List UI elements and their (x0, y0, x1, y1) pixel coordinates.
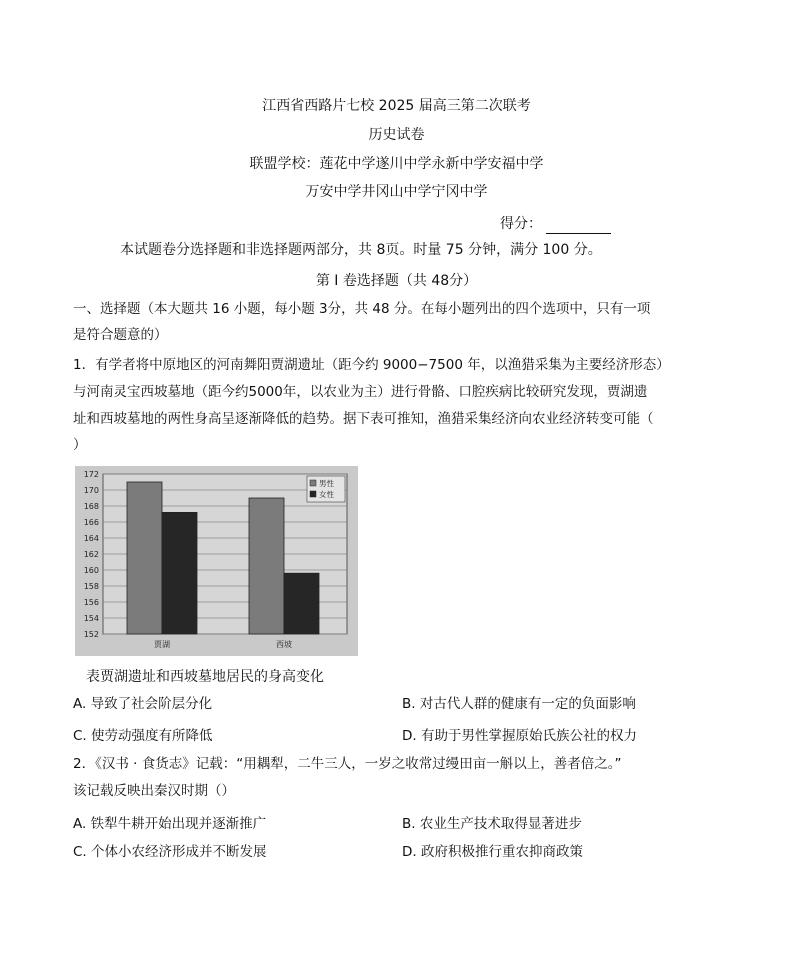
section-title: 第 I 卷选择题（共 48分） (315, 273, 478, 289)
y-tick-label: 158 (83, 582, 99, 591)
q1-option-c[interactable]: C. 使劳动强度有所降低 (73, 728, 213, 744)
y-tick-label: 154 (83, 614, 99, 623)
q1-line-3: 址和西坡墓地的两性身高呈逐渐降低的趋势。据下表可推知，渔猎采集经济向农业经济转变可能（ (73, 411, 654, 427)
part-one-line-1: 一、选择题（本大题共 16 小题，每小题 3分，共 48 分。在每小题列出的四个选项中，只有一项 (73, 301, 651, 317)
legend-label: 女性 (319, 490, 334, 499)
q1-line-2: 与河南灵宝西坡墓地（距今约5000年，以农业为主）进行骨骼、口腔疾病比较研究发现，贾湖遗 (73, 384, 648, 400)
q2-option-a[interactable]: A. 铁犁牛耕开始出现并逐渐推广 (73, 816, 267, 832)
instructions: 本试题卷分选择题和非选择题两部分，共 8页。时量 75 分钟，满分 100 分。 (120, 242, 602, 258)
legend-label: 男性 (319, 479, 334, 488)
q2-line-2: 该记载反映出秦汉时期（） (73, 783, 235, 799)
bar-male (249, 498, 284, 634)
bar-female (284, 573, 319, 634)
q2-line-1: 2．《汉书 · 食货志》记载：“用耦犁，二牛三人，一岁之收常过缦田亩一斛以上，善者倍之。” (73, 756, 622, 772)
category-label: 西坡 (276, 640, 292, 649)
q1-option-d[interactable]: D. 有助于男性掌握原始氏族公社的权力 (402, 728, 637, 744)
subject-title: 历史试卷 (368, 127, 425, 143)
q1-line-1: 1．有学者将中原地区的河南舞阳贾湖遗址（距今约 9000−7500 年，以渔猎采集为主要经济形态） (73, 357, 670, 373)
legend-swatch (310, 480, 316, 486)
q2-option-b[interactable]: B. 农业生产技术取得显著进步 (402, 816, 582, 832)
y-tick-label: 166 (83, 518, 99, 527)
q1-option-b[interactable]: B. 对古代人群的健康有一定的负面影响 (402, 696, 636, 712)
part-one-line-2: 是符合题意的） (73, 327, 168, 343)
y-tick-label: 160 (83, 566, 99, 575)
category-label: 贾湖 (154, 640, 170, 649)
y-tick-label: 152 (83, 630, 99, 639)
y-tick-label: 168 (83, 502, 99, 511)
y-tick-label: 172 (83, 470, 99, 479)
score-label: 得分： (500, 216, 542, 232)
q1-line-4: ） (73, 437, 87, 453)
height-bar-chart (75, 466, 358, 656)
y-tick-label: 156 (83, 598, 99, 607)
q1-table-caption: 表贾湖遗址和西坡墓地居民的身高变化 (86, 669, 324, 685)
q1-option-a[interactable]: A. 导致了社会阶层分化 (73, 696, 213, 712)
alliance-line-2: 万安中学井冈山中学宁冈中学 (305, 184, 488, 200)
exam-title: 江西省西路片七校 2025 届高三第二次联考 (262, 98, 531, 114)
score-blank (546, 219, 611, 234)
legend-swatch (310, 491, 316, 497)
score-field (500, 214, 611, 234)
bar-male (127, 482, 162, 634)
bar-female (162, 512, 197, 634)
y-tick-label: 170 (83, 486, 99, 495)
y-tick-label: 164 (83, 534, 99, 543)
y-tick-label: 162 (83, 550, 99, 559)
q2-option-d[interactable]: D. 政府积极推行重农抑商政策 (402, 844, 583, 860)
chart-svg (75, 466, 358, 656)
q2-option-c[interactable]: C. 个体小农经济形成并不断发展 (73, 844, 267, 860)
alliance-line-1: 联盟学校：莲花中学遂川中学永新中学安福中学 (249, 156, 544, 172)
